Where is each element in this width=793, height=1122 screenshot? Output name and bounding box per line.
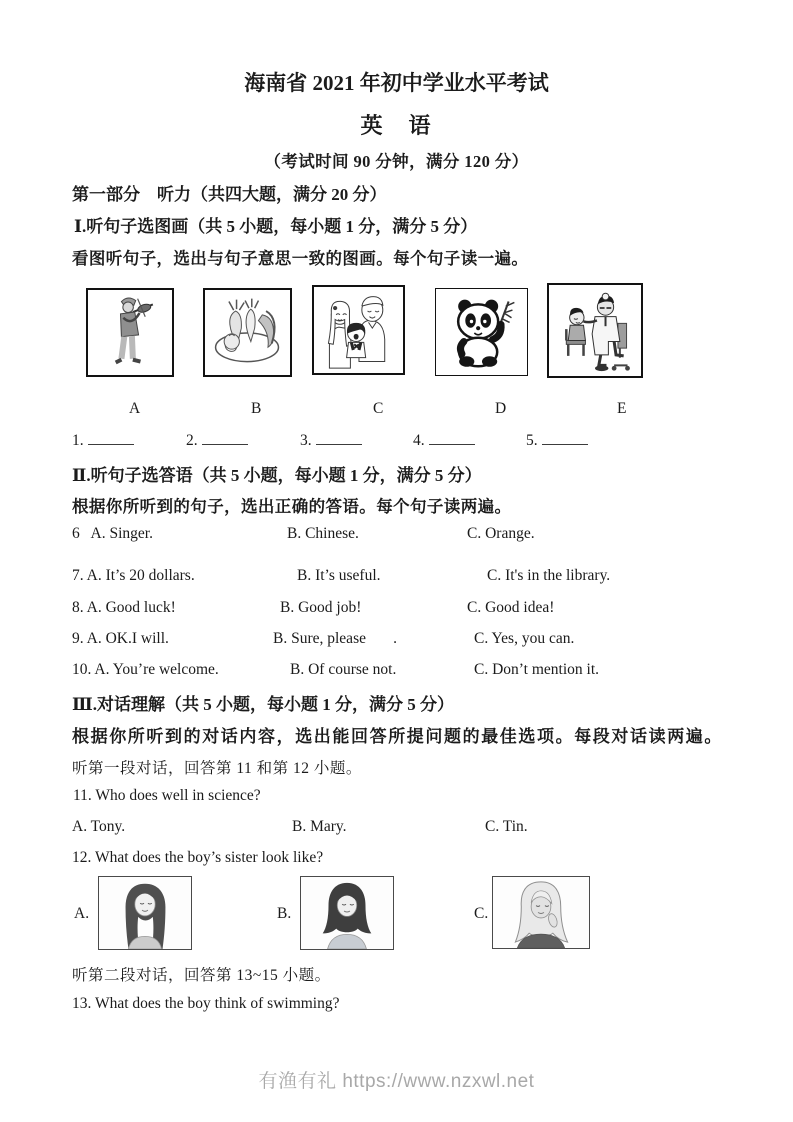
watermark-footer: 有渔有礼 https://www.nzxwl.net (258, 1071, 535, 1092)
q6-option-c: C. Orange. (467, 525, 535, 542)
answer-blank-line (316, 430, 362, 445)
exam-subject: 英 语 (360, 113, 433, 138)
blank-number: 2. (186, 432, 198, 449)
q13-text: 13. What does the boy think of swimming? (72, 995, 340, 1012)
doctor-examining-patient-illustration (551, 287, 639, 374)
part1-heading: 第一部分 听力（共四大题，满分 20 分） (72, 185, 387, 204)
girl-with-light-blonde-hair-portrait (493, 877, 589, 948)
portrait-box-a (98, 876, 192, 950)
section2-instruction: 根据你所听到的句子，选出正确的答语。每个句子读两遍。 (72, 497, 512, 516)
picture-box-b (203, 288, 292, 377)
q6-option-b: B. Chinese. (287, 525, 359, 542)
answer-blank-line (88, 430, 134, 445)
portrait-box-b (300, 876, 394, 950)
q8-option-c: C. Good idea! (467, 599, 555, 616)
q7-option-b: B. It’s useful. (297, 567, 381, 584)
q7-option-c: C. It's in the library. (487, 567, 611, 584)
q8-option-a: 8. A. Good luck! (72, 599, 176, 616)
answer-blank-5 (526, 430, 588, 450)
q12-text: 12. What does the boy’s sister look like? (72, 849, 324, 866)
boy-playing-violin-illustration (90, 292, 170, 373)
portrait-label-b: B. (277, 905, 292, 922)
vegetables-on-plate-illustration (207, 292, 288, 373)
q11-option-c: C. Tin. (485, 818, 528, 835)
q11-option-a: A. Tony. (72, 818, 126, 835)
girl-with-shoulder-length-dark-hair-portrait (301, 877, 393, 949)
answer-blank-2 (186, 430, 248, 450)
picture-label-c: C (373, 400, 384, 417)
picture-label-b: B (251, 400, 262, 417)
panda-with-bamboo-illustration (439, 292, 524, 372)
picture-box-e (547, 283, 643, 378)
answer-blank-1 (72, 430, 134, 450)
dialogue1-note: 听第一段对话，回答第 11 和第 12 小题。 (72, 760, 362, 777)
exam-info: （考试时间 90 分钟，满分 120 分） (264, 152, 529, 171)
portrait-label-c: C. (474, 905, 489, 922)
q9-option-b: B. Sure, please . (273, 630, 397, 647)
answer-blank-line (429, 430, 475, 445)
q8-option-b: B. Good job! (280, 599, 362, 616)
picture-box-c (312, 285, 405, 375)
portrait-box-c (492, 876, 590, 949)
q11-text: 11. Who does well in science? (73, 787, 261, 804)
picture-label-a: A (129, 400, 141, 417)
q10-option-c: C. Don’t mention it. (474, 661, 600, 678)
section3-instruction: 根据你所听到的对话内容，选出能回答所提问题的最佳选项。每段对话读两遍。 (72, 727, 723, 746)
picture-box-d (435, 288, 528, 376)
section1-instruction: 看图听句子，选出与句子意思一致的图画。每个句子读一遍。 (72, 249, 529, 268)
family-of-three-illustration (316, 289, 401, 371)
q9-option-a: 9. A. OK.I will. (72, 630, 169, 647)
blank-number: 5. (526, 432, 538, 449)
q6-option-a: 6 A. Singer. (72, 525, 153, 542)
q10-option-a: 10. A. You’re welcome. (72, 661, 219, 678)
q11-option-b: B. Mary. (292, 818, 347, 835)
q10-option-b: B. Of course not. (290, 661, 397, 678)
answer-blank-4 (413, 430, 475, 450)
section2-heading: Ⅱ.听句子选答语（共 5 小题，每小题 1 分，满分 5 分） (72, 466, 482, 485)
girl-with-long-dark-hair-portrait (99, 877, 191, 949)
blank-number: 1. (72, 432, 84, 449)
section3-heading: Ⅲ.对话理解（共 5 小题，每小题 1 分，满分 5 分） (72, 695, 454, 714)
portrait-label-a: A. (74, 905, 90, 922)
dialogue2-note: 听第二段对话，回答第 13~15 小题。 (72, 967, 331, 984)
q7-option-a: 7. A. It’s 20 dollars. (72, 567, 195, 584)
exam-title: 海南省 2021 年初中学业水平考试 (244, 71, 549, 95)
blank-number: 3. (300, 432, 312, 449)
picture-label-e: E (617, 400, 627, 417)
answer-blank-3 (300, 430, 362, 450)
blank-number: 4. (413, 432, 425, 449)
answer-blank-line (202, 430, 248, 445)
q9-option-c: C. Yes, you can. (474, 630, 575, 647)
picture-label-d: D (495, 400, 507, 417)
picture-box-a (86, 288, 174, 377)
section1-heading: Ⅰ.听句子选图画（共 5 小题，每小题 1 分，满分 5 分） (74, 217, 478, 236)
answer-blank-line (542, 430, 588, 445)
